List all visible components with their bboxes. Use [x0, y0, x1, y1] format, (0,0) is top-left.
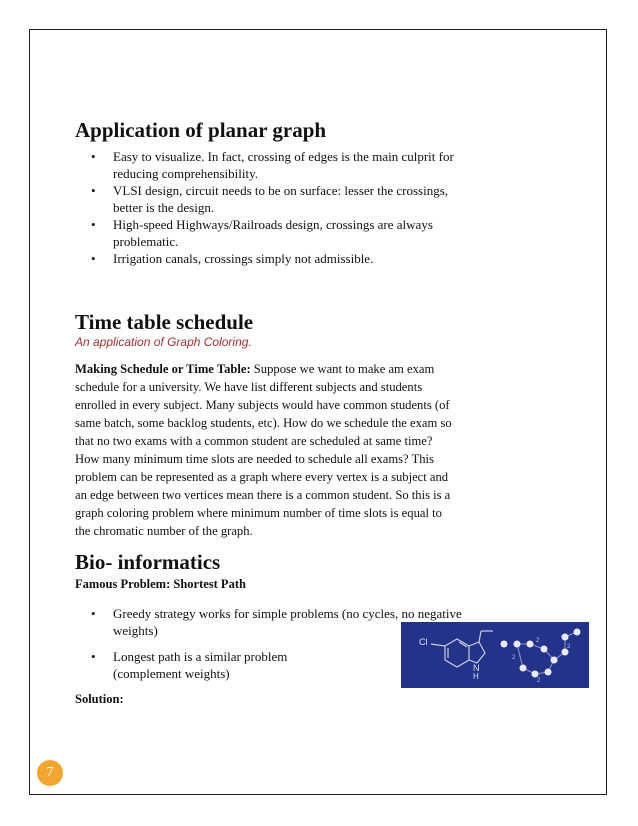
planar-bullet-list	[75, 148, 465, 267]
graph-node	[501, 641, 508, 648]
graph-node	[541, 646, 548, 653]
famous-problem-label: Famous Problem: Shortest Path	[75, 577, 246, 591]
molecule-graph-figure	[401, 622, 589, 688]
solution-label: Solution:	[75, 692, 124, 706]
atom-label-cl: Cl	[419, 637, 428, 647]
molecule-graph-drawing	[401, 622, 589, 688]
bullet-text: Greedy strategy works for simple problems (no cycles, no negative weights)	[113, 606, 462, 638]
graph-node	[545, 669, 552, 676]
list-item	[75, 216, 465, 250]
bullet-text: Easy to visualize. In fact, crossing of edges is the main culprit for reducing comprehensibility.	[113, 149, 454, 181]
graph-node	[574, 629, 581, 636]
node-label: 2	[512, 655, 516, 661]
paragraph-body: Suppose we want to make am exam schedule for a university. We have list different subjects and students enrolled in every subject. Many subjects would have common students (of same batch, some backlog students, etc). How do we schedule the exam so that no two exams with a common student are scheduled at same time? How many minimum time slots are needed to schedule all exams? This problem can be represented as a graph where every vertex is a subject and an edge between two vertices mean there is a common student. So this is a graph coloring problem where minimum number of time slots is equal to the chromatic number of the graph.	[75, 362, 452, 538]
bullet-text: High-speed Highways/Railroads design, crossings are always problematic.	[113, 217, 433, 249]
section-subtitle: An application of Graph Coloring.	[75, 335, 252, 349]
node-label: 2	[536, 638, 540, 644]
graph-node	[527, 641, 534, 648]
heading-bio-informatics: Bio- informatics	[75, 550, 221, 574]
list-item	[75, 250, 465, 267]
atom-label-h: H	[473, 672, 479, 681]
bullet-text: VLSI design, circuit needs to be on surface: lesser the crossings, better is the design.	[113, 183, 449, 215]
graph-node	[551, 657, 558, 664]
paragraph-lead: Making Schedule or Time Table:	[75, 362, 251, 376]
heading-time-table: Time table schedule	[75, 310, 254, 334]
heading-planar-graph: Application of planar graph	[75, 118, 327, 142]
node-label: 2	[537, 678, 541, 684]
time-table-paragraph	[75, 360, 453, 540]
list-item	[75, 148, 465, 182]
graph-node	[514, 641, 521, 648]
node-label: 2	[567, 644, 571, 650]
graph-node	[532, 671, 539, 678]
graph-node	[562, 634, 569, 641]
page-number-badge: 7	[37, 760, 63, 786]
bullet-text: Longest path is a similar problem (complement weights)	[113, 649, 288, 681]
atom-label-n: N	[473, 663, 480, 673]
bullet-text: Irrigation canals, crossings simply not admissible.	[113, 251, 374, 266]
list-item	[75, 182, 465, 216]
graph-node	[520, 665, 527, 672]
